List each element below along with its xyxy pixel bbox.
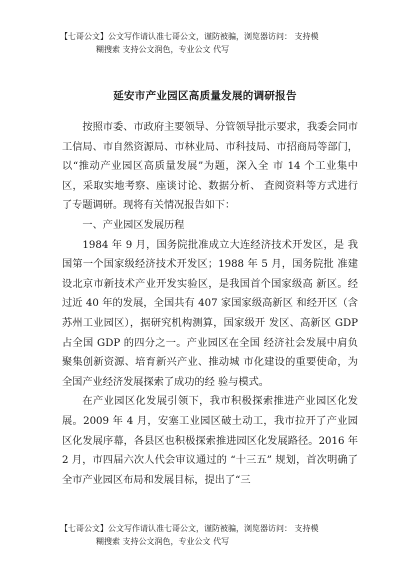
- body-paragraph-local: 在产业园区化发展引领下，我市积极探索推进产业园区化发展。2009 年 4 月，安塞工业园区破土动工，我市拉开了产业园区化发展序幕，各县区也积极探索推进园区化发展路径。2016 年 2 月，市四届六次人代会审议通过的 “十三五” 规划，首次明确了全市产业园区布局和发展目标，提出了“三: [62, 396, 358, 486]
- header-watermark-note: [60, 30, 380, 56]
- footer-watermark-note: [60, 522, 380, 548]
- footer-note-line-2: 糊搜索 支持公文润色，专业公文 代写: [96, 537, 230, 546]
- document-body: [62, 118, 358, 490]
- body-paragraph-intro: 按照市委、市政府主要领导、分管领导批示要求，我委会同市工信局、市自然资源局、市林业局、市科技局、市招商局等部门，以“推动产业园区高质量发展”为题，深入全 市 14 个工业集中区，采取实地考察、座谈讨论、数据分析、 査阅资料等方式进行了专题调研。现将有关情况报告如下：: [62, 122, 358, 212]
- header-note-line-2: 糊搜索 支持公文润色，专业公文 代写: [96, 45, 230, 54]
- footer-note-line-1: 【七哥公文】公文写作请认准七哥公文，谨防被骗，浏览器访问： 支持模: [60, 524, 319, 533]
- body-paragraph-history: 1984 年 9 月，国务院批准成立大连经济技术开发区，是 我国第一个国家级经济技术开发区；1988 年 5 月，国务院批 准建设北京市新技术产业开发实验区，是我国首个国家级高 新区。经过近 40 年的发展，全国共有 407 家国家级高新区 和经开区（含苏州工业园区），据研究机构测算，国家级开 发区、高新区 GDP 占全国 GDP 的四分之一。产业园区在全国 经济社会发展中肩负聚集创新资源、培育新兴产业、推动城 市化建设的重要使命，为全国产业经济发展探索了成功的经 验与模式。: [62, 239, 358, 388]
- header-note-line-1: 【七哥公文】公文写作请认准七哥公文，谨防被骗，浏览器访问： 支持模: [60, 32, 319, 41]
- section-heading-1: 一、产业园区发展历程: [82, 219, 185, 231]
- document-title: 延安市产业园区高质量发展的调研报告: [113, 90, 297, 102]
